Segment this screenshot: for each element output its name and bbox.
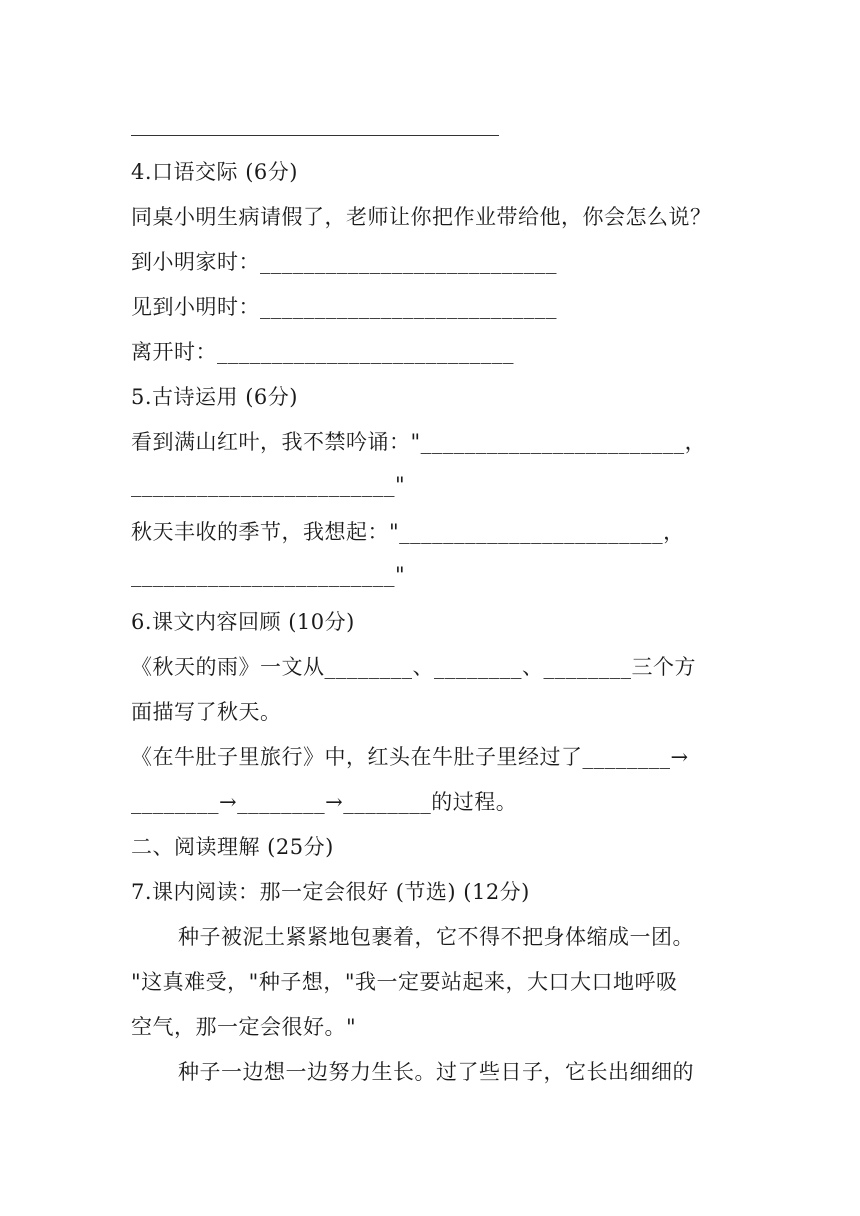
- q6-title: 6.课文内容回顾 (10分): [131, 610, 355, 634]
- q5-title: 5.古诗运用 (6分): [131, 385, 298, 409]
- q7-paragraph1-line1: 种子被泥土紧紧地包裹着，它不得不把身体缩成一团。: [178, 925, 694, 949]
- q6-line2b: ________→________→________的过程。: [131, 790, 518, 814]
- q6-line1a: 《秋天的雨》一文从________、________、________三个方: [131, 655, 696, 679]
- q6-line2a: 《在牛肚子里旅行》中，红头在牛肚子里经过了________→: [131, 745, 689, 769]
- q5-line2b: ________________________": [131, 563, 406, 587]
- q7-title: 7.课内阅读：那一定会很好 (节选) (12分): [131, 880, 530, 904]
- q7-paragraph1-line2: "这真难受，"种子想，"我一定要站起来，大口大口地呼吸: [131, 970, 678, 994]
- q6-line1b: 面描写了秋天。: [131, 700, 282, 724]
- section2-title: 二、阅读理解 (25分): [131, 835, 334, 859]
- q5-line1b: ________________________": [131, 473, 406, 497]
- q4-line-leave: 离开时：___________________________: [131, 340, 514, 364]
- q7-paragraph1-line3: 空气，那一定会很好。": [131, 1015, 357, 1039]
- q4-line-arrive: 到小明家时：___________________________: [131, 250, 557, 274]
- q4-title: 4.口语交际 (6分): [131, 160, 298, 184]
- q5-line1a: 看到满山红叶，我不禁吟诵："________________________，: [131, 430, 707, 454]
- q4-line-meet: 见到小明时：___________________________: [131, 295, 557, 319]
- answer-line-top: [131, 135, 499, 136]
- q5-line2a: 秋天丰收的季节，我想起："________________________，: [131, 520, 685, 544]
- q4-prompt: 同桌小明生病请假了，老师让你把作业带给他，你会怎么说？: [131, 205, 712, 229]
- q7-paragraph2-line1: 种子一边想一边努力生长。过了些日子，它长出细细的: [178, 1060, 694, 1084]
